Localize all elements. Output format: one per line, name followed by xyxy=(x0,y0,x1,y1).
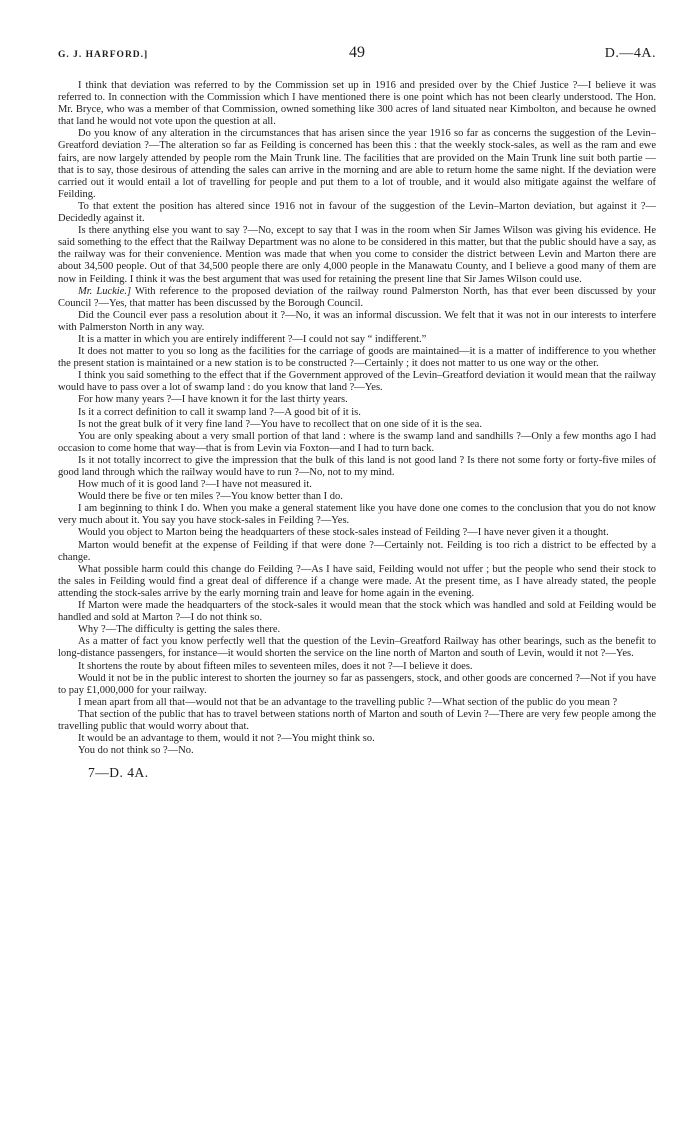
paragraph-text: Did the Council ever pass a resolution about it ?—No, it was an informal discussion. We felt that it was not in our interests to interfere with Palmerston North in any way. xyxy=(58,309,656,333)
paragraph xyxy=(58,564,656,600)
paragraph xyxy=(58,527,656,539)
paragraph-text: You do not think so ?—No. xyxy=(78,745,194,757)
paragraph xyxy=(58,491,656,503)
page-header xyxy=(58,44,656,70)
document-body xyxy=(58,80,656,757)
paragraph-text: What possible harm could this change do Feilding ?—As I have said, Feilding would not uffer ; but the people who send their stock to the sales in Feilding would find a great deal of difference if a change were made. At the present time, as I have already stated, the people attending the stock-sales arrive by the early morning train and leave for home again in the evening. xyxy=(58,563,656,599)
page-number: 49 xyxy=(349,44,365,61)
paragraph xyxy=(58,128,656,201)
paragraph xyxy=(58,455,656,479)
paragraph xyxy=(58,431,656,455)
paragraph-text: Do you know of any alteration in the circumstances that has arisen since the year 1916 so far as concerns the suggestion of the Levin–Greatford deviation ?—The alteration so far as Feilding is concerned has been this : that the weekly stock-sales, as well as the ram and ewe fairs, are now largely attended by people rom the Main Trunk line. The facilities that are provided on the Main Trunk line suit both partie —that is to say, those desirous of attending the sales can arrive in the morning and are able to return home the same night. If the deviation were carried out it would entail a lot of travelling for people and put them to a lot of trouble, and it would also mitigate against the welfare of Feilding. xyxy=(58,128,656,200)
paragraph xyxy=(58,419,656,431)
paragraph xyxy=(58,201,656,225)
paragraph-text: Would you object to Marton being the headquarters of these stock-sales instead of Feilding ?—I have never given it a thought. xyxy=(78,527,609,539)
paragraph xyxy=(58,80,656,128)
paragraph-text: Is it a correct definition to call it swamp land ?—A good bit of it is. xyxy=(78,406,361,418)
paragraph-text: Marton would benefit at the expense of Feilding if that were done ?—Certainly not. Feilding is too rich a district to be effected by a change. xyxy=(58,539,656,563)
paragraph-text: It would be an advantage to them, would it not ?—You might think so. xyxy=(78,733,375,745)
paragraph-text: I think you said something to the effect that if the Government approved of the Levin–Greatford deviation it would mean that the railway would have to pass over a lot of swamp land : do you know that land ?—Yes. xyxy=(58,370,656,394)
paragraph xyxy=(58,334,656,346)
paragraph xyxy=(58,310,656,334)
paragraph xyxy=(58,745,656,757)
paragraph xyxy=(58,636,656,660)
speaker-label: Mr. Luckie.] xyxy=(78,285,132,297)
paragraph-text: It does not matter to you so long as the facilities for the carriage of goods are maintained—it is a matter of indifference to you whether the present station is maintained or a new station is to be constructed ?—Certainly ; it does not matter to us one way or the other. xyxy=(58,346,656,370)
paragraph-text: Would there be five or ten miles ?—You know better than I do. xyxy=(78,491,343,503)
paragraph xyxy=(58,709,656,733)
paragraph-text: Is not the great bulk of it very fine land ?—You have to recollect that on one side of it is the sea. xyxy=(78,418,482,430)
paragraph xyxy=(58,479,656,491)
paragraph-text: You are only speaking about a very small portion of that land : where is the swamp land and sandhills ?—Only a few months ago I had occasion to come home that way—that is from Levin via Foxton—and I had to turn back. xyxy=(58,430,656,454)
paragraph-text: For how many years ?—I have known it for the last thirty years. xyxy=(78,394,348,406)
paragraph-text: How much of it is good land ?—I have not measured it. xyxy=(78,479,312,491)
paragraph-text: It shortens the route by about fifteen miles to seventeen miles, does it not ?—I believe it does. xyxy=(78,660,473,672)
paragraph xyxy=(58,407,656,419)
paragraph-text: Is it not totally incorrect to give the impression that the bulk of this land is not good land ? Is there not some forty or forty-five miles of good land through which the railway would have to run ?—No, not to my mind. xyxy=(58,454,656,478)
paragraph-text: I mean apart from all that—would not that be an advantage to the travelling public ?—What section of the public do you mean ? xyxy=(78,696,618,708)
header-witness-name: G. J. HARFORD.] xyxy=(58,50,149,60)
paragraph xyxy=(58,540,656,564)
paragraph xyxy=(58,394,656,406)
paragraph-text: Is there anything else you want to say ?—No, except to say that I was in the room when Sir James Wilson was giving his evidence. He said something to the effect that the Railway Department was no alone to be considered in this matter, but that the public should have a say, as the railway was for their convenience. Mention was made that when you come to consider the district between Levin and Marton there are about 34,500 people. Out of that 34,500 people there are only 4,000 people in the Manawatu County, and I believe a good many of them are now in Feilding. I think it was the best argument that was used for retaining the present line that Sir James Wilson could use. xyxy=(58,225,656,285)
paragraph xyxy=(58,346,656,370)
printer-signature-mark: 7—D. 4A. xyxy=(88,765,149,781)
paragraph xyxy=(58,733,656,745)
paragraph xyxy=(58,600,656,624)
document-reference: D.—4A. xyxy=(604,46,656,61)
paragraph-text: As a matter of fact you know perfectly well that the question of the Levin–Greatford Railway has other bearings, such as the benefit to long-distance passengers, for instance—it would shorten the service on the line north of Marton and south of Levin, would it not ?—Yes. xyxy=(58,636,656,660)
paragraph-text: I am beginning to think I do. When you make a general statement like you have done one comes to the conclusion that you do not know very much about it. You say you have stock-sales in Feilding ?—Yes. xyxy=(58,503,656,527)
paragraph xyxy=(58,624,656,636)
paragraph xyxy=(58,697,656,709)
paragraph-text: Why ?—The difficulty is getting the sales there. xyxy=(78,624,281,636)
paragraph xyxy=(58,661,656,673)
paragraph-text: I think that deviation was referred to by the Commission set up in 1916 and presided over by the Chief Justice ?—I believe it was referred to. In connection with the Commission which I have mentioned there is one point which has not been clearly understood. The Hon. Mr. Bryce, who was a member of that Commission, owned something like 300 acres of land situated near Kimbolton, and because he owned that land he would not vote upon the question at all. xyxy=(58,80,656,128)
paragraph-text: It is a matter in which you are entirely indifferent ?—I could not say “ indifferent.” xyxy=(78,333,427,345)
paragraph-text: With reference to the proposed deviation of the railway round Palmerston North, has that ever been discussed by your Council ?—Yes, that matter has been discussed by the Borough Council. xyxy=(58,285,656,309)
paragraph xyxy=(58,370,656,394)
paragraph-text: If Marton were made the headquarters of the stock-sales it would mean that the stock which was handled and sold at Feilding would be handled and sold at Marton ?—I do not think so. xyxy=(58,600,656,624)
paragraph-text: Would it not be in the public interest to shorten the journey so far as passengers, stock, and other goods are concerned ?—Not if you have to pay £1,000,000 for your railway. xyxy=(58,672,656,696)
paragraph xyxy=(58,225,656,285)
paragraph-text: To that extent the position has altered since 1916 not in favour of the suggestion of the Levin–Marton deviation, but against it ?—Decidedly against it. xyxy=(58,200,656,225)
paragraph xyxy=(58,286,656,310)
paragraph xyxy=(58,503,656,527)
paragraph-text: That section of the public that has to travel between stations north of Marton and south of Levin ?—There are very few people among the travelling public that would worry about that. xyxy=(58,708,656,732)
paragraph xyxy=(58,673,656,697)
